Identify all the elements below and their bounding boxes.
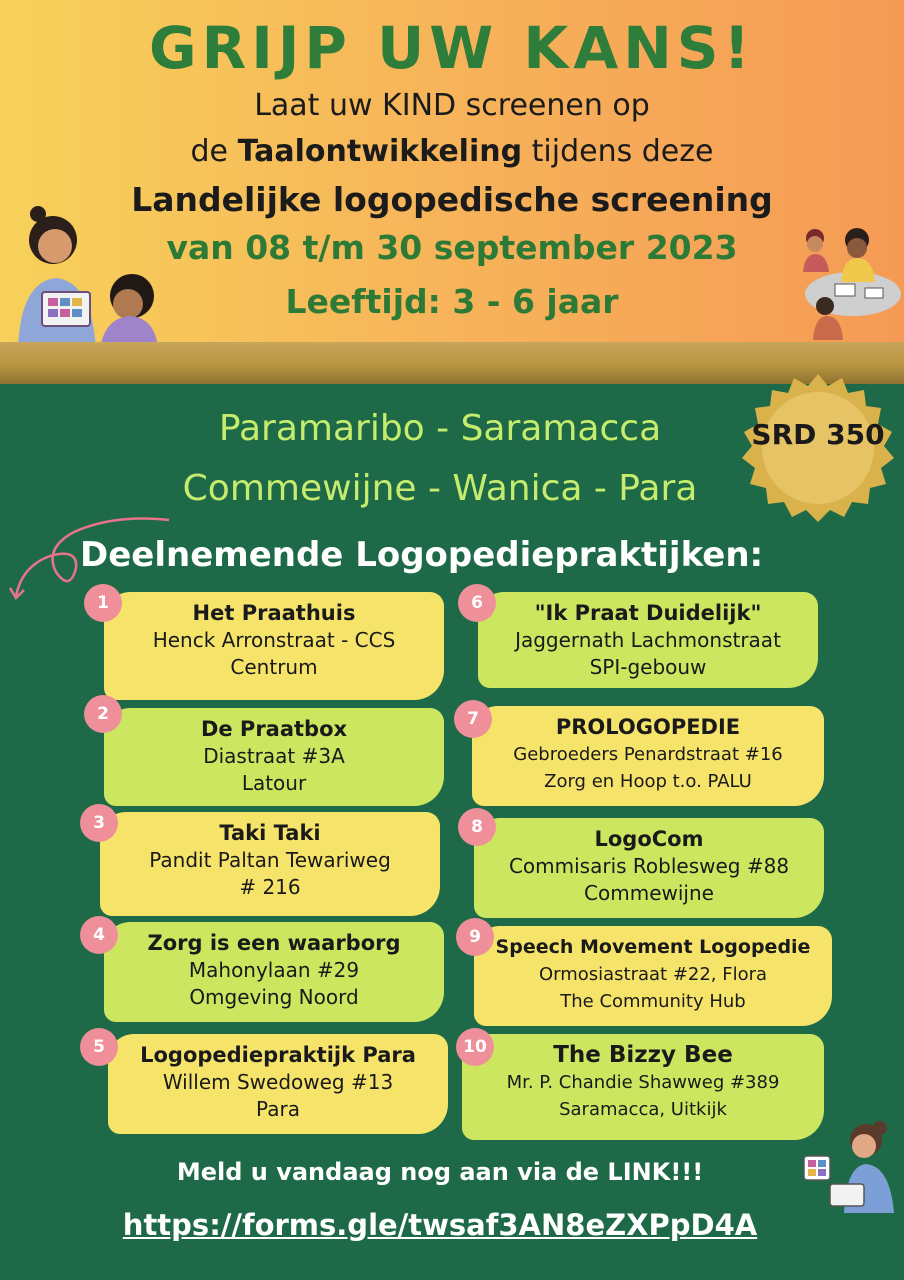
practice-address-1: Mr. P. Chandie Shawweg #389 [506, 1072, 780, 1093]
practice-address-2: Saramacca, Uitkijk [559, 1099, 727, 1120]
practice-card-7 [472, 706, 824, 806]
practice-address-1: Diastraat #3A [203, 744, 345, 768]
practice-address-1: Gebroeders Penardstraat #16 [513, 744, 783, 765]
number-badge-5: 5 [80, 1028, 118, 1066]
practice-card-8 [474, 818, 824, 918]
practice-address-2: Latour [241, 771, 307, 795]
practice-address-2: Commewijne [584, 881, 714, 905]
intro-line-2-bold: Taalontwikkeling [237, 134, 523, 169]
practice-name: Speech Movement Logopedie [495, 936, 811, 958]
practice-card-2 [104, 708, 444, 806]
regions-line-1: Paramaribo - Saramacca [218, 408, 662, 449]
practice-address-2: # 216 [239, 875, 301, 899]
registration-link[interactable]: https://forms.gle/twsaf3AN8eZXPpD4A [122, 1208, 758, 1242]
practice-address-1: Commisaris Roblesweg #88 [508, 854, 790, 878]
children-table-illustration [795, 222, 903, 347]
price-label: SRD 350 [751, 418, 885, 451]
practice-address-2: The Community Hub [560, 991, 746, 1012]
call-to-action: Meld u vandaag nog aan via de LINK!!! [176, 1158, 704, 1186]
practice-address-2: Centrum [230, 655, 318, 679]
number-badge-9: 9 [456, 918, 494, 956]
practice-name: Taki Taki [219, 821, 321, 845]
number-badge-7: 7 [454, 700, 492, 738]
practice-address-2: Zorg en Hoop t.o. PALU [544, 771, 752, 792]
practice-name: Logopediepraktijk Para [140, 1043, 416, 1067]
practice-address-1: Mahonylaan #29 [188, 958, 360, 982]
practice-address-1: Jaggernath Lachmonstraat [515, 628, 781, 652]
children-tablet-illustration [8, 200, 168, 350]
practice-name: Het Praathuis [192, 601, 356, 625]
age-range: Leeftijd: 3 - 6 jaar [285, 282, 619, 321]
practice-card-9 [474, 926, 832, 1026]
intro-line-2-post: tijdens deze [531, 134, 714, 169]
practice-name: De Praatbox [200, 717, 348, 741]
section-title: Deelnemende Logopediepraktijken: [80, 535, 764, 575]
number-badge-4: 4 [80, 916, 118, 954]
practice-address-2: SPI-gebouw [589, 655, 707, 679]
number-badge-6: 6 [458, 584, 496, 622]
practice-card-10 [462, 1034, 824, 1140]
practice-address-1: Henck Arronstraat - CCS [152, 628, 396, 652]
practice-name: Zorg is een waarborg [147, 931, 401, 955]
screening-title: Landelijke logopedische screening [131, 180, 773, 219]
practice-name: PROLOGOPEDIE [555, 715, 741, 739]
practice-card-5 [108, 1034, 448, 1134]
practice-address-1: Ormosiastraat #22, Flora [538, 964, 768, 985]
practice-card-4 [104, 922, 444, 1022]
number-badge-3: 3 [80, 804, 118, 842]
headline: GRIJP UW KANS! [149, 14, 755, 82]
intro-line-1: Laat uw KIND screenen op [254, 88, 650, 123]
number-badge-1: 1 [84, 584, 122, 622]
practice-name: "Ik Praat Duidelijk" [534, 601, 762, 625]
number-badge-2: 2 [84, 695, 122, 733]
practice-address-2: Para [256, 1097, 300, 1121]
number-badge-8: 8 [458, 808, 496, 846]
practice-name: LogoCom [594, 827, 704, 851]
intro-line-2 [0, 134, 904, 169]
screening-dates: van 08 t/m 30 september 2023 [166, 228, 738, 267]
practice-card-3 [100, 812, 440, 916]
number-badge-10: 10 [456, 1028, 494, 1066]
practice-address-1: Willem Swedoweg #13 [162, 1070, 394, 1094]
practice-card-1 [104, 592, 444, 700]
practice-address-1: Pandit Paltan Tewariweg [149, 848, 391, 872]
intro-line-2-pre: de [190, 134, 229, 169]
practice-card-6 [478, 592, 818, 688]
practice-address-2: Omgeving Noord [189, 985, 359, 1009]
practice-name: The Bizzy Bee [553, 1042, 733, 1068]
regions-line-2: Commewijne - Wanica - Para [182, 468, 698, 509]
